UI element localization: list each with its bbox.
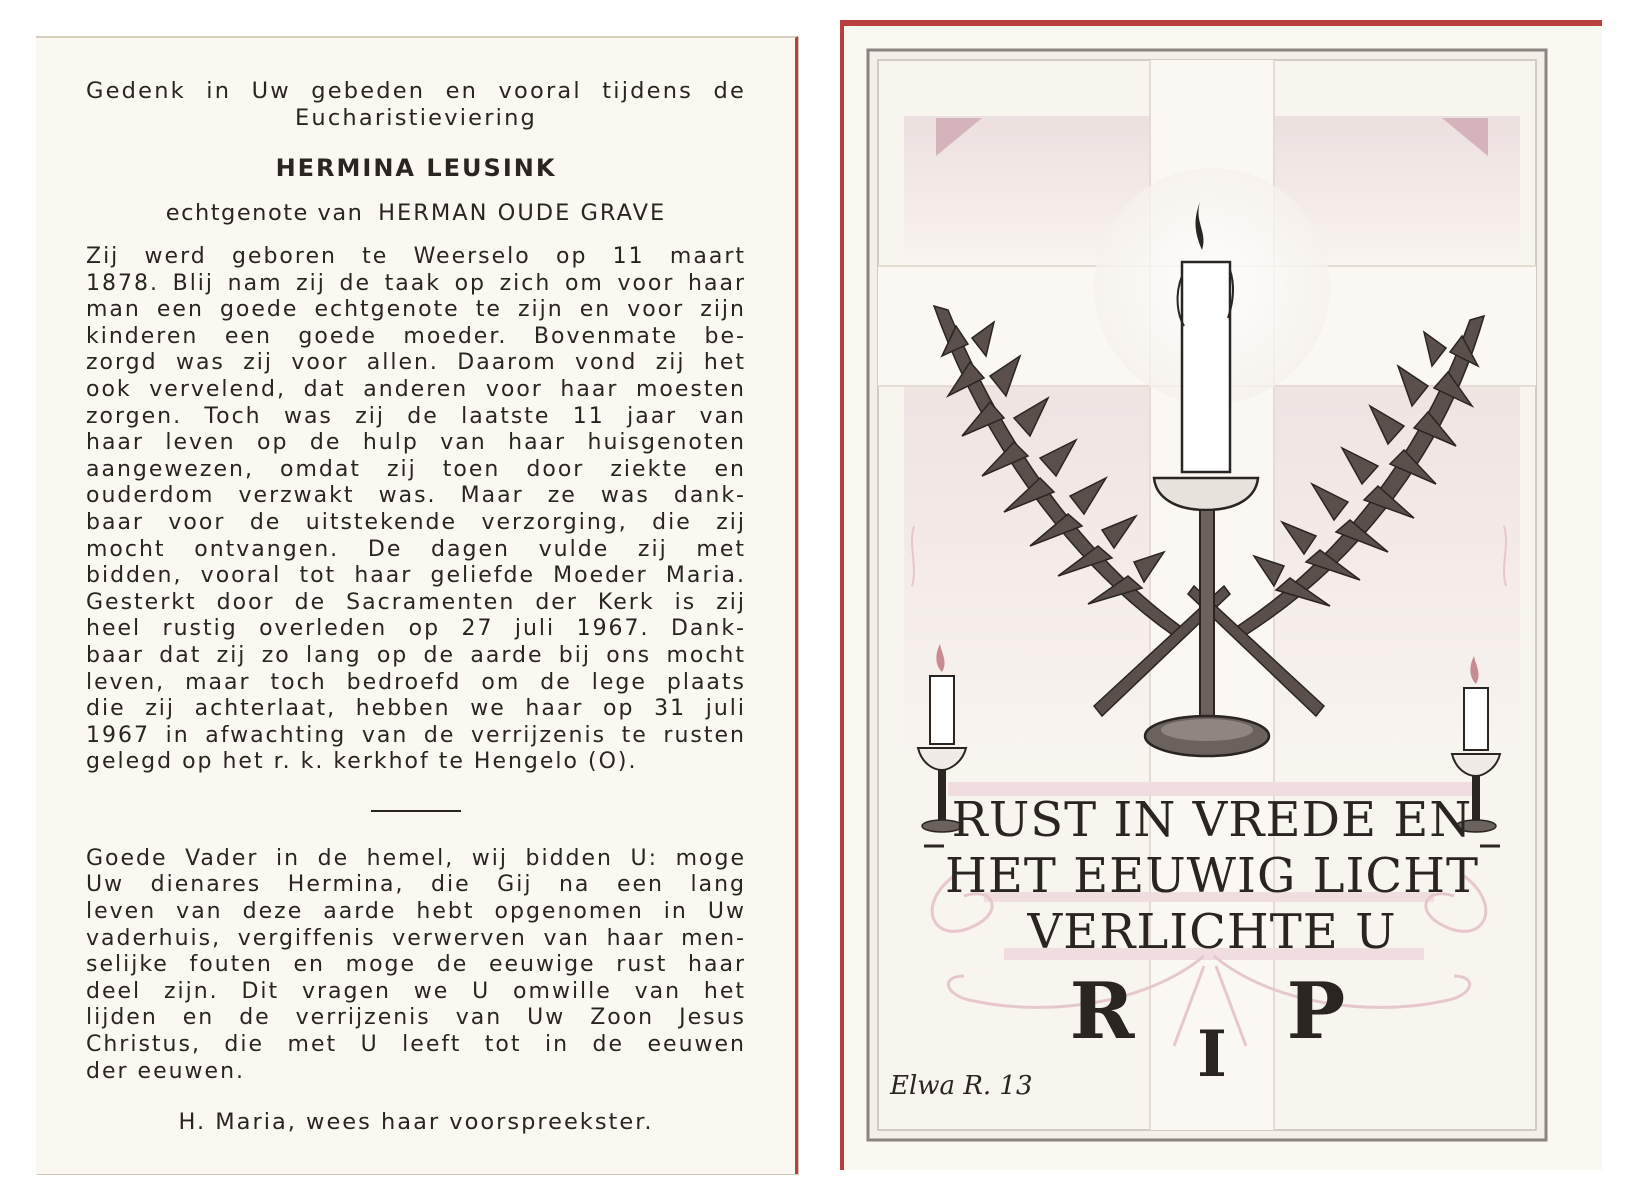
- bio-line: ouderdom verzwakt was. Maar ze was dank-: [86, 483, 746, 509]
- memorial-card-text-side: [36, 36, 798, 1174]
- prayer-line: der eeuwen.: [86, 1058, 246, 1084]
- bio-line: ook vervelend, dat anderen voor haar moesten: [86, 376, 746, 402]
- header-line-2: Eucharistieviering: [294, 105, 538, 131]
- bio-line: baar voor de uitstekende verzorging, die zij: [86, 509, 746, 535]
- prayer-paragraph: [86, 846, 746, 1085]
- rip-letter-i: I: [1197, 1017, 1227, 1092]
- memorial-illustration: [844, 26, 1602, 1170]
- memorial-card-image-side: [840, 20, 1602, 1170]
- bio-line: 1878. Blij nam zij de taak op zich om voor haar: [86, 270, 746, 296]
- spouse-prefix: echtgenote van: [165, 200, 364, 226]
- motto-line-2: HET EEUWIG LICHT: [944, 848, 1480, 904]
- bio-line: gelegd op het r. k. kerkhof te Hengelo (O).: [86, 749, 638, 775]
- closing-invocation: H. Maria, wees haar voorspreekster.: [178, 1109, 654, 1136]
- bio-line: die zij achterlaat, hebben we haar op 31 juli: [86, 696, 746, 722]
- prayer-line: deel zijn. Dit vragen we U omwille van het: [86, 978, 746, 1004]
- spouse-name: HERMAN OUDE GRAVE: [378, 200, 667, 226]
- bio-line: kinderen een goede moeder. Bovenmate be-: [86, 323, 746, 349]
- bio-line: heel rustig overleden op 27 juli 1967. Dank-: [86, 616, 746, 642]
- bio-line: baar dat zij zo lang op de aarde bij ons mocht: [86, 642, 746, 668]
- prayer-line: leven van deze aarde hebt opgenomen in Uw: [86, 899, 746, 925]
- bio-line: zorgd was zij voor allen. Daarom vond zij het: [86, 350, 746, 376]
- bio-line: Gesterkt door de Sacramenten der Kerk is zij: [86, 589, 746, 615]
- bio-line: aangewezen, omdat zij toen door ziekte en: [86, 456, 746, 482]
- motto-line-1: RUST IN VREDE EN: [951, 792, 1473, 848]
- card-text-body: [86, 78, 746, 1135]
- spouse-line: [86, 200, 746, 226]
- biography-paragraph: [86, 244, 746, 776]
- motto-line-3: VERLICHTE U: [1027, 904, 1397, 960]
- bio-line: Zij werd geboren te Weerselo op 11 maart: [86, 244, 746, 269]
- rip-letter-p: P: [1286, 966, 1346, 1057]
- prayer-line: Uw dienares Hermina, die Gij na een lang: [86, 872, 746, 898]
- card-header: [86, 78, 746, 132]
- deceased-name: HERMINA LEUSINK: [275, 154, 557, 182]
- bio-line: man een goede echtgenote te zijn en voor zijn: [86, 297, 746, 323]
- prayer-line: Christus, die met U leeft tot in de eeuwen: [86, 1032, 746, 1058]
- bio-line: haar leven op de hulp van haar huisgenoten: [86, 430, 746, 456]
- prayer-line: lijden en de verrijzenis van Uw Zoon Jesus: [86, 1005, 746, 1031]
- prayer-line: Goede Vader in de hemel, wij bidden U: moge: [86, 845, 746, 871]
- section-divider: [371, 810, 461, 812]
- bio-line: zorgen. Toch was zij de laatste 11 jaar van: [86, 403, 746, 429]
- prayer-line: selijke fouten en moge de eeuwige rust haar: [86, 952, 746, 978]
- bio-line: leven, maar toch bedroefd om de lege plaats: [86, 669, 746, 695]
- prayer-line: vaderhuis, vergiffenis verwerven van haar men-: [86, 925, 746, 951]
- bio-line: mocht ontvangen. De dagen vulde zij met: [86, 536, 746, 562]
- header-line-1: Gedenk in Uw gebeden en vooral tijdens de: [86, 78, 746, 104]
- bio-line: 1967 in afwachting van de verrijzenis te rusten: [86, 722, 746, 748]
- printer-imprint: Elwa R. 13: [890, 1071, 1033, 1101]
- bio-line: bidden, vooral tot haar geliefde Moeder Maria.: [86, 563, 746, 589]
- rip-letter-r: R: [1069, 966, 1135, 1057]
